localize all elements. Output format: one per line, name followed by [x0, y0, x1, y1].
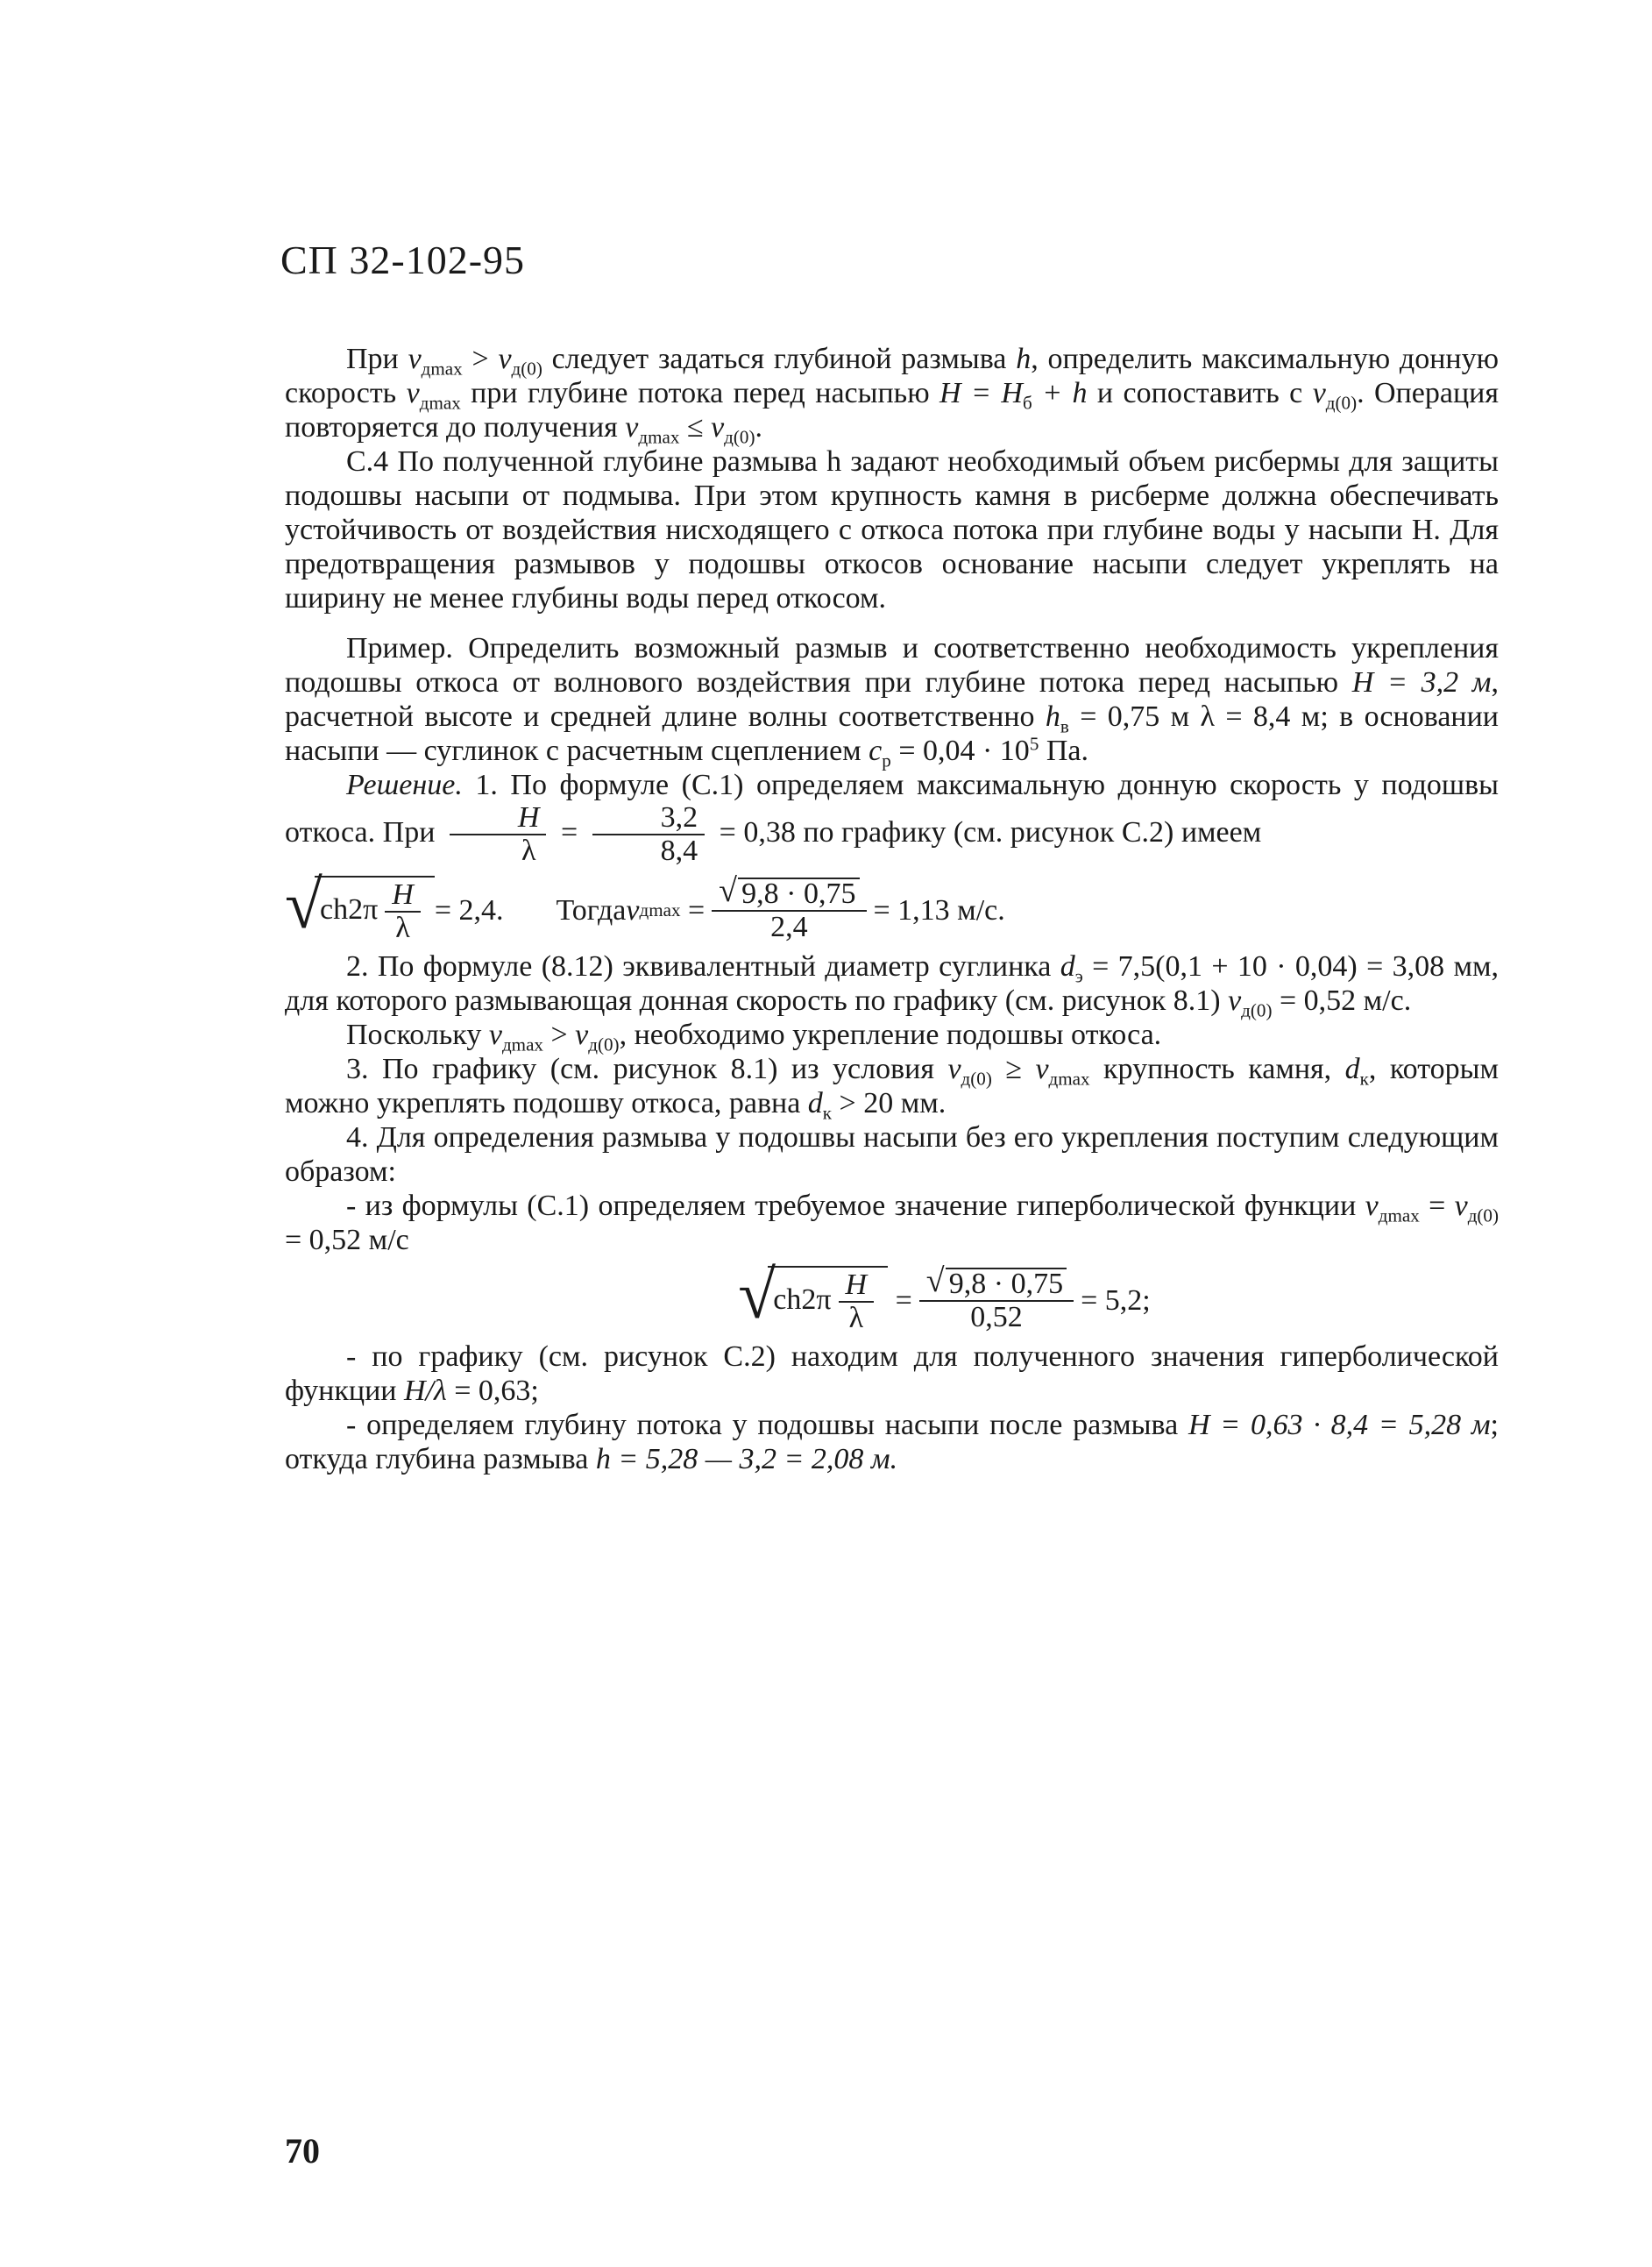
equation-1: √ ch2π $\frac{H}{\lambda}$ = 2,4. Тогда v дmax = √ 9,8 · 0,75 2,4 = 1,13 м/с.	[285, 866, 1005, 944]
solution-step-1: Решение. 1. По формуле (С.1) определяем максимальную донную скорость у подошвы откоса. При $\frac{H}{\lambda}$ = $\frac{3,2}{8,4}$ = 0,38 по графику (см. рисунок С.2) имеем	[285, 769, 1499, 867]
equation-2: √ ch2π $\frac{H}{\lambda}$ = √ 9,8 · 0,75 0,52 = 5,2;	[738, 1256, 1151, 1334]
fraction-3-2-over-8-4: $\frac{3,2}{8,4}$	[592, 802, 705, 867]
fraction-velocity-2: √ 9,8 · 0,75 0,52	[919, 1268, 1074, 1333]
example-paragraph: Пример. Определить возможный размыв и соответственно необходимость укрепления подошвы откоса от волнового воздействия при глубине потока перед насыпью H = 3,2 м, расчетной высоте и средней длине волны соответственно $h_в = 0,75$ м λ = 8,4 м; в основании насыпи — суглинок с расчетным сцеплением $c_р = 0,04 \cdot 10^5$ Па.	[285, 632, 1500, 771]
example-label: Пример.	[346, 632, 453, 664]
step-4-dash-2: - по графику (см. рисунок С.2) находим для полученного значения гиперболической функции H/λ = 0,63;	[285, 1340, 1499, 1407]
paragraph-c4: С.4 По полученной глубине размыва h задают необходимый объем рисбермы для защиты подошвы насыпи от подмыва. При этом крупность камня в рисберме должна обеспечивать устойчивость от воздействия нисходящего с откоса потока при глубине воды у насыпи H. Для предотвращения размывов у подошвы откосов основание насыпи следует укреплять на ширину не менее глубины воды перед откосом.	[285, 445, 1499, 615]
sqrt-ch-expression-2: √ ch2π $\frac{H}{\lambda}$	[738, 1266, 888, 1334]
radical-sign-2: √	[738, 1256, 776, 1332]
page-header: СП 32-102-95	[280, 238, 526, 282]
step-4-dash-3: - определяем глубину потока у подошвы насыпи после размыва H = 0,63 · 8,4 = 5,28 м; откуда глубина размыва h = 5,28 — 3,2 = 2,08 м.	[285, 1409, 1499, 1475]
solution-step-3: 3. По графику (см. рисунок 8.1) из условия $v_{д(0)} \ge v_{дmax}$ крупность камня, $d_к$, которым можно укреплять подошву откоса, равна $d_к > 20$ мм.	[285, 1053, 1499, 1124]
fraction-H-lambda: $\frac{H}{\lambda}$	[450, 802, 547, 867]
radical-sign: √	[285, 866, 323, 942]
solution-label: Решение.	[346, 769, 463, 801]
solution-step-4: 4. Для определения размыва у подошвы насыпи без его укрепления поступим следующим образом:	[285, 1121, 1499, 1188]
document-body	[285, 342, 1499, 1476]
step-4-dash-1: - из формулы (С.1) определяем требуемое значение гиперболической функции $v_{дmax} = v_{д(0)} = 0,52$ м/с	[285, 1190, 1499, 1256]
fraction-velocity: √ 9,8 · 0,75 2,4	[712, 878, 866, 943]
page-number: 70	[285, 2131, 320, 2171]
paragraph-1: При $v_{дmax} > v_{д(0)}$ следует задаться глубиной размыва h, определить максимальную донную скорость $v_{дmax}$ при глубине потока перед насыпью $H = H_б + h$ и сопоставить с $v_{д(0)}$. Операция повторяется до получения $v_{дmax} \le v_{д(0)}$.	[285, 343, 1500, 448]
solution-step-2: 2. По формуле (8.12) эквивалентный диаметр суглинка $d_э = 7,5(0,1 + 10 \cdot 0,04) = 3,08$ мм, для которого размывающая донная скорость по графику (см. рисунок 8.1) $v_{д(0)} = 0,52$ м/с.	[285, 950, 1499, 1021]
since-paragraph: Поскольку $v_{дmax} > v_{д(0)}$, необходимо укрепление подошвы откоса.	[346, 1019, 1162, 1055]
sqrt-ch-expression: √ ch2π $\frac{H}{\lambda}$	[285, 876, 435, 944]
